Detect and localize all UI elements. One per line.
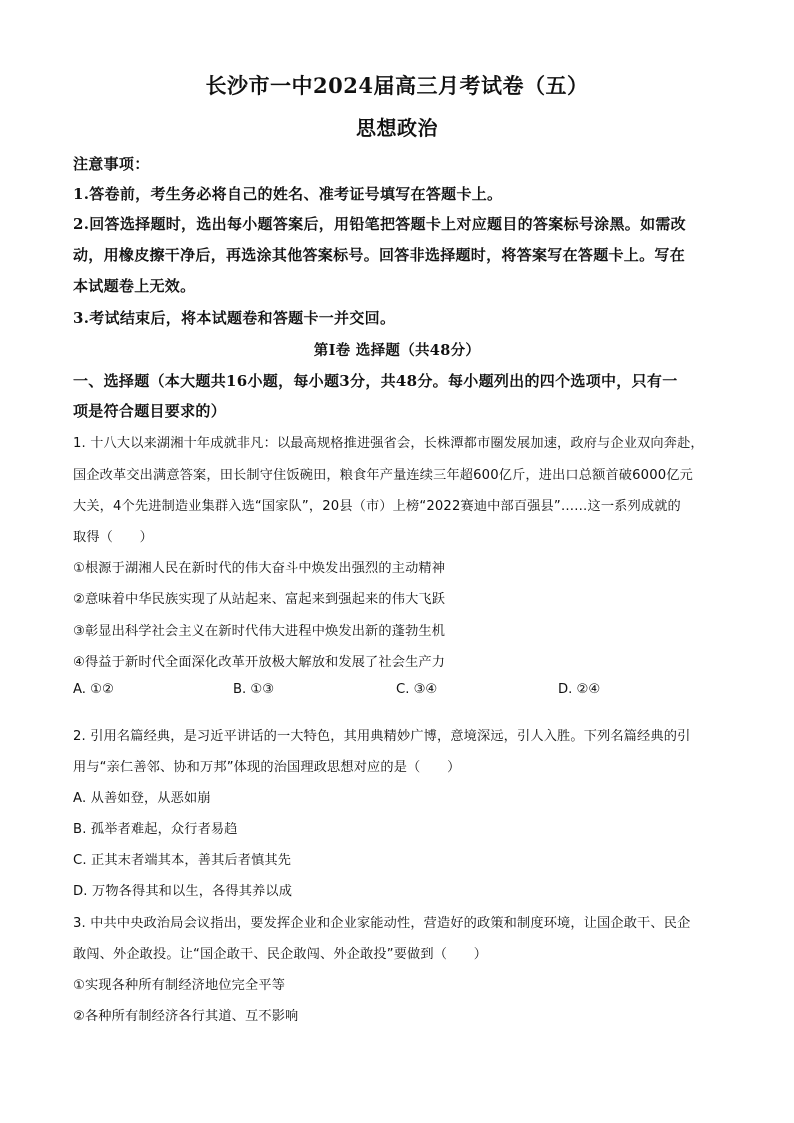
question-2-option-d: D. 万物各得其和以生，各得其养以成 [73,884,293,899]
question-3-statement: ②各种所有制经济各行其道、互不影响 [73,1009,299,1024]
notice-item: 2.回答选择题时，选出每小题答案后，用铅笔把答题卡上对应题目的答案标号涂黑。如需改 [73,215,686,233]
question-2-option-b: B. 孤举者难起，众行者易趋 [73,822,238,837]
notice-item: 3.考试结束后，将本试题卷和答题卡一并交回。 [73,309,396,327]
exam-title: 长沙市一中2024届高三月考试卷（五） [205,73,589,98]
question-2-stem: 2. 引用名篇经典，是习近平讲话的一大特色，其用典精妙广博，意境深远，引人入胜。下列名篇经典的引 [73,729,691,744]
question-2-stem: 用与“亲仁善邻、协和万邦”体现的治国理政思想对应的是（ ） [73,760,461,775]
question-3-stem: 3. 中共中央政治局会议指出，要发挥企业和企业家能动性，营造好的政策和制度环境，让国企敢干、民企 [73,916,691,931]
question-1-option-b: B. ①③ [233,682,275,697]
question-3-statement: ①实现各种所有制经济地位完全平等 [73,978,286,993]
section-instruction: 项是符合题目要求的） [73,402,227,420]
notice-heading: 注意事项： [73,155,150,173]
question-2-option-a: A. 从善如登，从恶如崩 [73,791,211,806]
question-3-stem: 敢闯、外企敢投。让“国企敢干、民企敢闯、外企敢投”要做到（ ） [73,947,488,962]
question-1-statement: ③彰显出科学社会主义在新时代伟大进程中焕发出新的蓬勃生机 [73,624,446,639]
question-1-stem: 1. 十八大以来湖湘十年成就非凡：以最高规格推进强省会，长株潭都市圈发展加速，政府与企业双向奔赴， [73,436,704,451]
question-2-option-c: C. 正其末者端其本，善其后者慎其先 [73,853,292,868]
part-title: 第Ⅰ卷 选择题（共48分） [313,342,481,359]
question-1-statement: ①根源于湖湘人民在新时代的伟大奋斗中焕发出强烈的主动精神 [73,561,446,576]
notice-item: 本试题卷上无效。 [73,277,196,295]
question-1-stem: 国企改革交出满意答案，田长制守住饭碗田，粮食年产量连续三年超600亿斤，进出口总额首破6000亿元 [73,468,693,483]
question-1-statement: ④得益于新时代全面深化改革开放极大解放和发展了社会生产力 [73,655,446,670]
notice-item: 动，用橡皮擦干净后，再选涂其他答案标号。回答非选择题时，将答案写在答题卡上。写在 [73,246,686,264]
question-1-option-d: D. ②④ [558,682,601,697]
question-1-statement: ②意味着中华民族实现了从站起来、富起来到强起来的伟大飞跃 [73,592,446,607]
question-1-option-c: C. ③④ [396,682,438,697]
notice-item: 1.答卷前，考生务必将自己的姓名、准考证号填写在答题卡上。 [73,185,503,203]
question-1-stem: 大关，4个先进制造业集群入选“国家队”，20县（市）上榜“2022赛迪中部百强县”……这一系列成就的 [73,499,681,514]
subject-title: 思想政治 [356,116,438,140]
question-1-stem: 取得（ ） [73,530,154,545]
section-instruction: 一、选择题（本大题共16小题，每小题3分，共48分。每小题列出的四个选项中，只有一 [73,372,678,390]
question-1-option-a: A. ①② [73,682,114,697]
